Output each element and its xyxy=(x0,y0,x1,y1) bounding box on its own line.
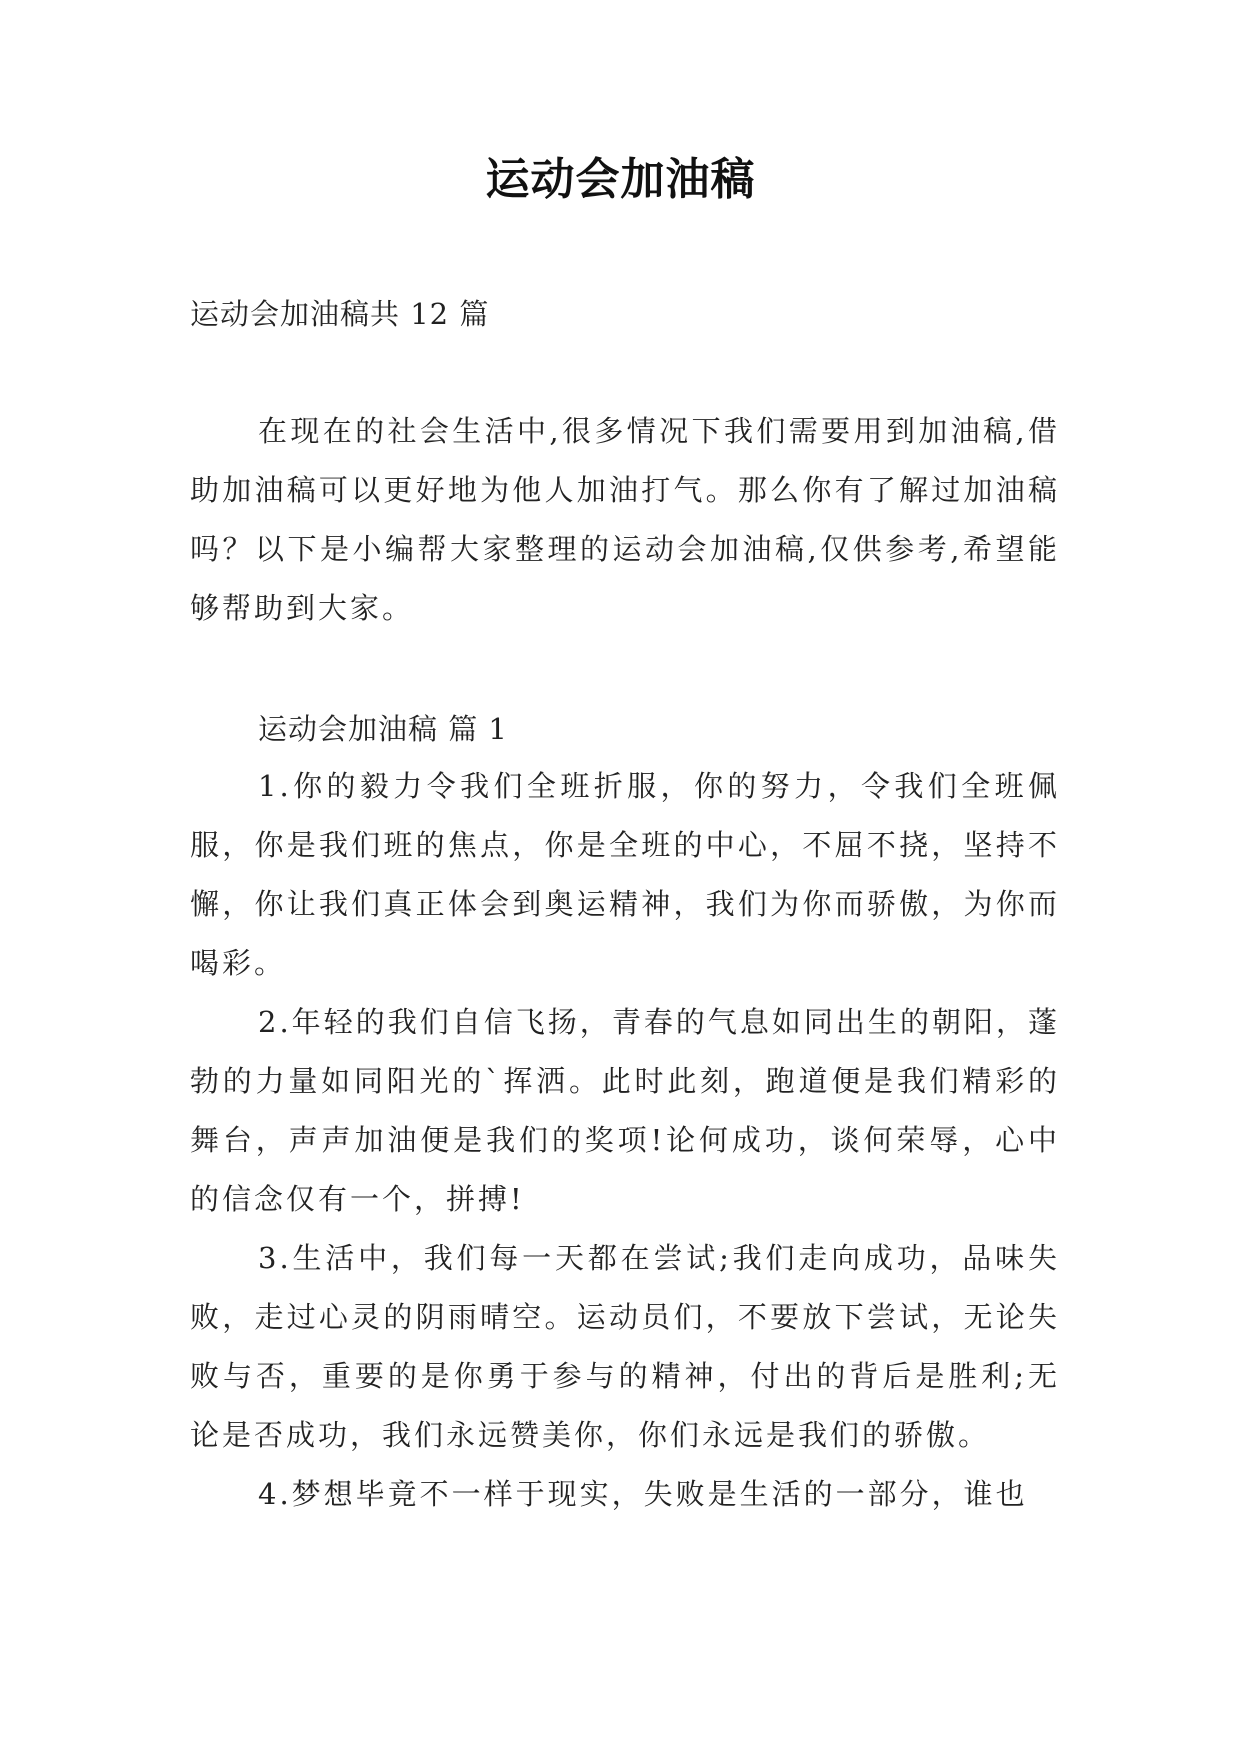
document-title: 运动会加油稿 xyxy=(485,154,756,205)
document-subtitle: 运动会加油稿共 12 篇 xyxy=(190,297,490,331)
section-heading: 运动会加油稿 篇 1 xyxy=(258,712,508,746)
list-item: 4.梦想毕竟不一样于现实，失败是生活的一部分，谁也 xyxy=(258,1477,1028,1511)
intro-paragraph: 在现在的社会生活中,很多情况下我们需要用到加油稿,借助加油稿可以更好地为他人加油打气。那么你有了解过加油稿吗？以下是小编帮大家整理的运动会加油稿,仅供参考,希望能够帮助到大家。 xyxy=(190,414,1060,625)
cheer-items-list xyxy=(190,757,1060,1524)
list-item: 1.你的毅力令我们全班折服，你的努力，令我们全班佩服，你是我们班的焦点，你是全班的中心，不屈不挠，坚持不懈，你让我们真正体会到奥运精神，我们为你而骄傲，为你而喝彩。 xyxy=(190,769,1060,980)
list-item: 3.生活中，我们每一天都在尝试;我们走向成功，品味失败，走过心灵的阴雨晴空。运动员们，不要放下尝试，无论失败与否，重要的是你勇于参与的精神，付出的背后是胜利;无论是否成功，我们永远赞美你，你们永远是我们的骄傲。 xyxy=(190,1241,1060,1452)
list-item: 2.年轻的我们自信飞扬，青春的气息如同出生的朝阳，蓬勃的力量如同阳光的`挥洒。此时此刻，跑道便是我们精彩的舞台，声声加油便是我们的奖项!论何成功，谈何荣辱，心中的信念仅有一个，拼搏! xyxy=(190,1005,1060,1216)
